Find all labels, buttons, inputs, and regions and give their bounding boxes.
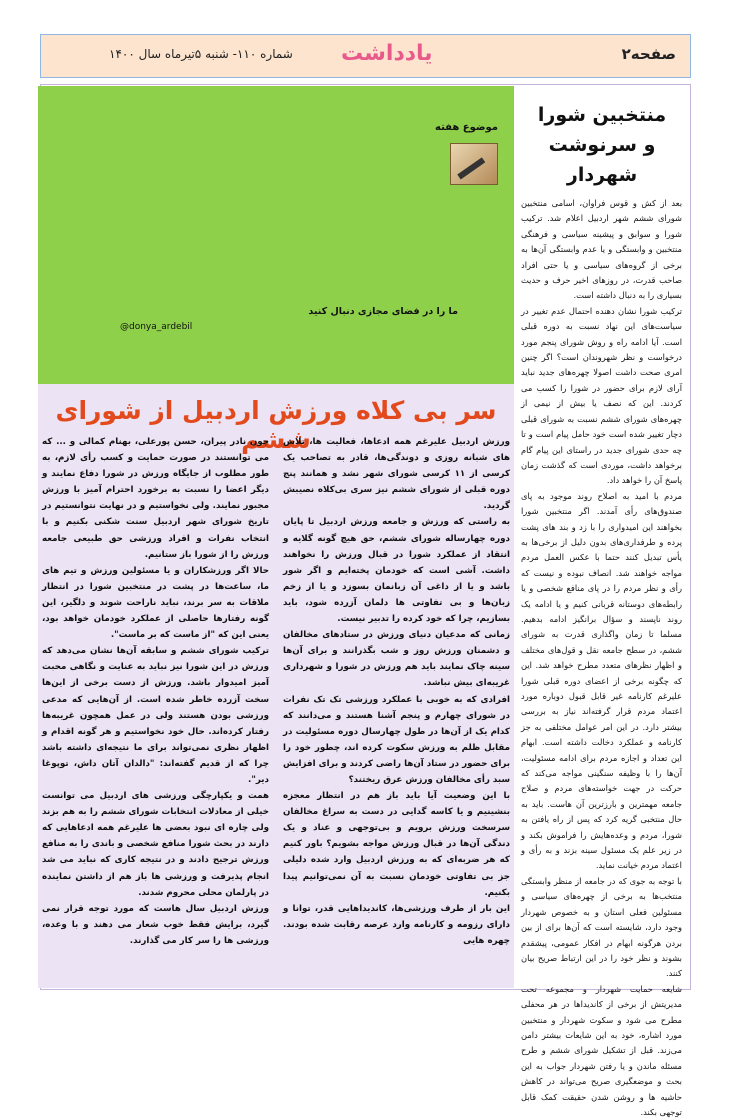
article-paragraph: ترکیب شورای ششم و سابقه آن‌ها نشان می‌دهد که ورزش در این شورا نیز نباید به عنایت و نگاهی محبت آمیز امیدوار باشد. ورزش از دست برخی از این‌ها سخت آزرده خاطر شده است. از آن‌هایی که مدعی ورزشی بودن هستند ولی در عمل همچون غریبه‌ها رفتار کرده‌اند. حال خود نخواستیم و هر گونه اقدام و اظهار نظری نمی‌تواند برای ما نتیجه‌ای داشته باشد چرا که از قدیم گفته‌اند: "دالدان آتان داش، توپوغا دیر". [42, 646, 269, 785]
editorial-paragraph: ترکیب شورا نشان دهنده احتمال عدم تغییر در سیاست‌های این نهاد نسبت به دوره قبلی است. آیا ادامه راه و روش شورای پنجم مورد درخواست و نظر شهروندان است؟ اگر چنین امری صحت داشت اصولا چهره‌های جدید نباید آرای لازم برای حضور در شورا را کسب می کردند. این که نصف یا بیش از نیمی از چهره‌های شورای ششم نسبت به شورای قبلی دچار تغییر شده است خود حامل پیام است و تا چه حدی شورای جدید در راستای این پیام گام برخواهد داشت، موردی است که گذشت زمان پاسخ آن را خواهد داد. [521, 305, 682, 486]
issue-info: شماره ۱۱۰- شنبه ۵تیرماه سال ۱۴۰۰ [109, 47, 293, 61]
page-header [40, 34, 691, 78]
topic-of-week-label: موضوع هفته [435, 122, 498, 133]
page-number: صفحه۲ [621, 45, 676, 63]
article-column-right [283, 434, 510, 982]
editorial-paragraph: با توجه به جوی که در جامعه از منظر وابستگی منتخب‌ها به برخی از چهره‌های سیاسی و مسئولین فعلی استان و به خصوص شهردار وجود دارد، شایسته است که آن‌ها برای از بین بردن هرگونه ابهام در افکار عمومی، پیشقدم بشوند و نظر خود را در این ارتباط صریح بیان کنند. [521, 875, 682, 979]
editorial-body [515, 196, 689, 1120]
editorial-title [515, 100, 689, 190]
article-paragraph: همت و یکپارچگی ورزشی های اردبیل می توانست خیلی از معادلات انتخابات شورای ششم را به هم بزند ولی چاره ای نبود بعضی ها علیرغم همه ادعاهایی که دارند در بحث شورا منافع شخصی و باندی را به منافع ورزش ترجیح دادند و در نتیجه کاری که نباید می شد انجام پذیرفت و ورزشی ها باز هم از داشتن نماینده در پارلمان محلی محروم شدند. [42, 791, 269, 898]
article-headline: سر بی کلاه ورزش اردبیل از شورای ششم [55, 396, 497, 454]
topic-of-week-box [38, 86, 514, 384]
editorial-paragraph: بعد از کش و قوس فراوان، اسامی منتخبین شورای ششم شهر اردبیل اعلام شد. ترکیب شورا و سوابق و پیشینه سیاسی و فرهنگی منتخبین و وابستگی و یا عدم وابستگی آن‌ها به برخی از گروه‌های سیاسی و یا حتی افراد صاحب قدرت، در روزهای اخیر حرف و حدیث بسیاری را به دنبال داشته است. [521, 198, 682, 301]
article-paragraph: زمانی که مدعیان دنیای ورزش در ستادهای مخالفان و دشمنان ورزش روز و شب بگذرانند و برای آن‌ها سینه چاک نمایند باید هم ورزش در شورا و شهرداری غریبه‌ای بیش نباشد. [283, 630, 510, 689]
article-paragraph: ورزش اردبیل علیرغم همه ادعاها، فعالیت ها، تلاش های شبانه روزی و دوندگی‌ها، قادر به تصاحب یک کرسی از ۱۱ کرسی شورای شهر نشد و همانند پنج دوره قبلی از شورای ششم نیز سری بی‌کلاه نصیبش گردید. [283, 437, 510, 512]
article-paragraph: با این وضعیت آیا باید باز هم در انتظار معجزه بنشینیم و یا کاسه گدایی در دست به سراغ مخالفان سرسخت ورزش برویم و بی‌توجهی و عناد و یک دندگی آن‌ها در قبال ورزش مواجه بشویم؟ باور کنیم که هر ضربه‌ای که به ورزش اردبیل وارد شده دلیلی جز بی تفاوتی خودمان نسبت به آن نمی‌توانیم پیدا بکنیم. [283, 791, 510, 898]
article-paragraph: به راستی که ورزش و جامعه ورزش اردبیل تا پایان دوره چهارساله شورای ششم، حق هیچ گونه گلایه و انتقاد از عملکرد شورا در قبال ورزش را نخواهند داشت. آشی است که خودمان پخته‌ایم و اگر شور باشد و یا از داغی آن زبانمان بسوزد و یا از زخم زبان‌ها و بی تفاوتی ها دلمان آزرده شود، باید بسازیم، چرا که خود کرده را تدبیر نیست. [283, 517, 510, 625]
pen-writing-icon [450, 143, 498, 185]
editorial-paragraph: شایعه حمایت شهردار و مجموعه تحت مدیریتش از برخی از کاندیداها در هر محفلی مطرح می شود و سکوت شهردار و منتخبین مورد اشاره، خود به این شایعات بیشتر دامن می‌زند. قبل از تشکیل شورای ششم و طرح مسئله ماندن و یا رفتن شهردار جواب به این بحث و موضعگیری صریح می‌تواند در کاهش حاشیه ها و روشن شدن حقیقت کمک قابل توجهی بکند. [521, 983, 682, 1117]
article-paragraph: افرادی که به خوبی با عملکرد ورزشی تک تک نفرات در شورای چهارم و پنجم آشنا هستند و می‌دانند که کدام یک از آن‌ها در طول چهارسال دوره مسئولیت در مقابل ظلم به ورزش سکوت کرده اند، چطور خود را برای حضور در ستاد آن‌ها راضی کردند و برای افزایش سبد رأی مخالفان ورزش عرق ریختند؟ [283, 694, 510, 785]
article-columns [42, 434, 510, 982]
section-title: یادداشت [341, 41, 433, 66]
social-follow-label: ما را در فضای مجازی دنبال کنید [308, 306, 458, 317]
editorial-column [515, 86, 689, 1117]
article-paragraph: چون نادر پیران، حسن پورعلی، بهنام کمالی و ... که می توانستند در صورت حمایت و کسب رأی لازم، به طور مطلوب از جایگاه ورزش در شورا دفاع نمایند و دیگر اعضا را نسبت به برخورد احترام آمیز با ورزش مجبور نمایند. ولی نخواستیم و در نهایت نتوانستیم در تاریخ شورای شهر اردبیل سنت شکنی بکنیم و با انتخاب نفرات و افراد ورزشی حق طبیعی جامعه ورزش را از شورا باز ستانیم. [42, 437, 269, 560]
social-handle: @donya_ardebil [120, 322, 193, 332]
article-column-left [42, 434, 269, 982]
article-paragraph: حالا اگر ورزشکاران و یا مسئولین ورزش و تیم های ما، ساعت‌ها در پشت در منتخبین شورا در انتظار ملاقات به سر برند، نباید ناراحت شوند و دلگیر، این گونه رفتارها حاصلی از عملکرد خودمان خواهد بود، یعنی این که "از ماست که بر ماست". [42, 565, 269, 641]
editorial-title-line1: منتخبین شورا [537, 104, 667, 126]
article-paragraph: این بار از طرف ورزشی‌ها، کاندیداهایی قدر، توانا و دارای رزومه و کارنامه وارد عرصه رقابت شده بودند. چهره هایی [283, 903, 510, 946]
article-paragraph: ورزش اردبیل سال هاست که مورد توجه قرار نمی گیرد، برایش فقط خوب شعار می دهند و با وعده، ورزشی ها را سر کار می گذارند. [42, 903, 269, 946]
editorial-title-line2: و سرنوشت شهردار [548, 134, 656, 186]
editorial-paragraph: مردم با امید به اصلاح روند موجود به پای صندوق‌های رأی آمدند. اگر منتخبین شورا بخواهند این امیدواری را با زد و بند های پشت پرده و طرفداری‌های بدون دلیل از برخی‌ها به یأس تبدیل کنند حتما با عکس العمل مردم مواجه خواهند شد. انصاف نبوده و نیست که رأی و نظر مردم را در پای منافع شخصی و یا رابطه‌های دوستانه قربانی کنیم و یا ادامه یک روند ناپسند و سؤال برانگیز ادامه بدهیم. مسلما تا زمان واگذاری قدرت به شورای ششم، در سطح جامعه نقل و قول‌های مختلف و اظهار نظرهای متعدد مطرح خواهد شد. این که چگونه برخی از اعضای دوره قبلی شورا علیرغم کارنامه غیر قابل قبول دوباره مورد اعتماد مردم قرار گرفته‌اند نیاز به بررسی بیشتر دارد. در این امر عوامل مختلفی به جز کارنامه و عملکرد دخالت داشته است. ابهام این تعداد و اجازه مردم برای ادامه مسئولیت، آن‌ها را با وظیفه سنگینی مواجه می‌کند که حرکت در جهت خواسته‌های مردم و صلاح جامعه مهمترین و بارزترین آن هاست. باید به حال منتخبی گریه کرد که پس از راه یافتن به شورا، مردم و وعده‌هایش را فراموش بکند و در زیر علم یک مسئول سینه بزند و به رأی و اعتماد مردم خیانت نماید. [521, 490, 682, 871]
